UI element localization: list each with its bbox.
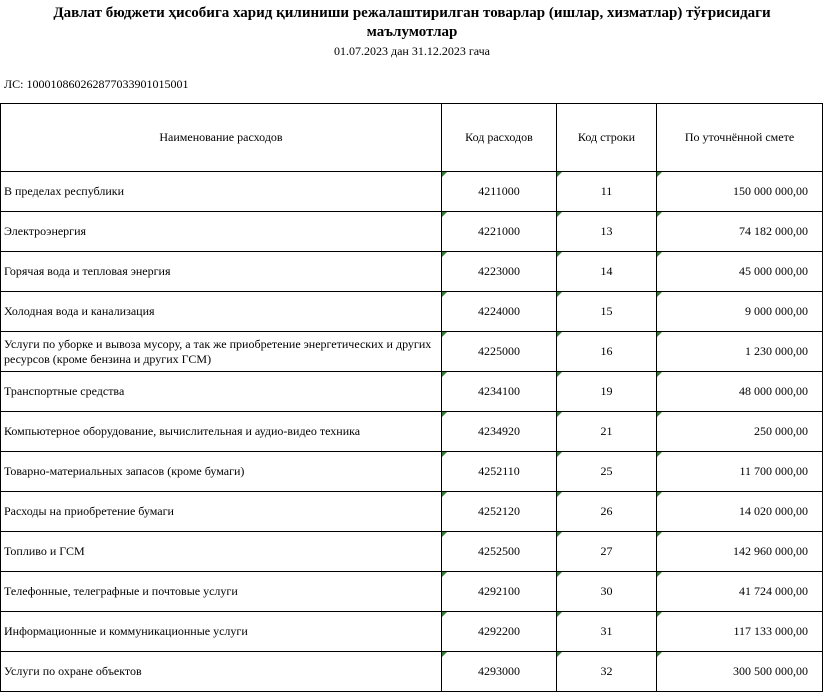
amount-cell: 11 700 000,00 — [657, 452, 823, 492]
expense-code-cell: 4252120 — [442, 492, 557, 532]
table-row — [1, 252, 823, 292]
column-header-line: Код строки — [557, 104, 657, 172]
amount-cell: 250 000,00 — [657, 412, 823, 452]
expense-code-cell: 4252110 — [442, 452, 557, 492]
table-row — [1, 212, 823, 252]
amount-cell: 300 500 000,00 — [657, 652, 823, 692]
line-code-cell: 31 — [557, 612, 657, 652]
expense-name-cell: В пределах республики — [1, 172, 442, 212]
table-row — [1, 372, 823, 412]
column-header-amount: По уточнённой смете — [657, 104, 823, 172]
expense-code-cell: 4211000 — [442, 172, 557, 212]
amount-cell: 41 724 000,00 — [657, 572, 823, 612]
amount-cell: 117 133 000,00 — [657, 612, 823, 652]
line-code-cell: 19 — [557, 372, 657, 412]
column-header-name: Наименование расходов — [1, 104, 442, 172]
amount-cell: 142 960 000,00 — [657, 532, 823, 572]
expense-name-cell: Услуги по уборке и вывоза мусору, а так же приобретение энергетических и других ресурсов (кроме бензина и других ГСМ) — [1, 332, 442, 372]
line-code-cell: 16 — [557, 332, 657, 372]
amount-cell: 9 000 000,00 — [657, 292, 823, 332]
line-code-cell: 21 — [557, 412, 657, 452]
line-code-cell: 11 — [557, 172, 657, 212]
amount-cell: 74 182 000,00 — [657, 212, 823, 252]
expense-name-cell: Транспортные средства — [1, 372, 442, 412]
expense-code-cell: 4234100 — [442, 372, 557, 412]
table-row — [1, 532, 823, 572]
account-number: ЛС: 100010860262877033901015001 — [4, 77, 189, 91]
report-period: 01.07.2023 дан 31.12.2023 гача — [334, 44, 490, 58]
expense-name-cell: Топливо и ГСМ — [1, 532, 442, 572]
line-code-cell: 13 — [557, 212, 657, 252]
table-row — [1, 572, 823, 612]
expense-name-cell: Горячая вода и тепловая энергия — [1, 252, 442, 292]
amount-cell: 150 000 000,00 — [657, 172, 823, 212]
expense-name-cell: Электроэнергия — [1, 212, 442, 252]
line-code-cell: 27 — [557, 532, 657, 572]
expense-name-cell: Холодная вода и канализация — [1, 292, 442, 332]
expense-name-cell: Информационные и коммуникационные услуги — [1, 612, 442, 652]
expense-name-cell: Расходы на приобретение бумаги — [1, 492, 442, 532]
expense-code-cell: 4224000 — [442, 292, 557, 332]
expense-code-cell: 4292100 — [442, 572, 557, 612]
expense-name-cell: Услуги по охране объектов — [1, 652, 442, 692]
line-code-cell: 30 — [557, 572, 657, 612]
column-header-code: Код расходов — [442, 104, 557, 172]
report-title — [0, 4, 824, 42]
table-row — [1, 332, 823, 372]
table-row — [1, 172, 823, 212]
table-header-row — [1, 104, 823, 172]
line-code-cell: 15 — [557, 292, 657, 332]
report-title-line1: Давлат бюджети ҳисобига харид қилиниши режалаштирилган товарлар (ишлар, хизматлар) тўғрисидаги — [53, 5, 771, 21]
table-row — [1, 412, 823, 452]
table-row — [1, 292, 823, 332]
amount-cell: 1 230 000,00 — [657, 332, 823, 372]
table-row — [1, 612, 823, 652]
line-code-cell: 26 — [557, 492, 657, 532]
table-body — [1, 172, 823, 692]
expenses-table — [0, 103, 823, 692]
table-row — [1, 492, 823, 532]
expense-name-cell: Товарно-материальных запасов (кроме бумаги) — [1, 452, 442, 492]
amount-cell: 45 000 000,00 — [657, 252, 823, 292]
expense-code-cell: 4252500 — [442, 532, 557, 572]
table-row — [1, 452, 823, 492]
expense-code-cell: 4223000 — [442, 252, 557, 292]
amount-cell: 48 000 000,00 — [657, 372, 823, 412]
expense-code-cell: 4225000 — [442, 332, 557, 372]
expense-code-cell: 4293000 — [442, 652, 557, 692]
expense-code-cell: 4292200 — [442, 612, 557, 652]
report-title-line2: маълумотлар — [366, 24, 458, 40]
expense-name-cell: Компьютерное оборудование, вычислительная и аудио-видео техника — [1, 412, 442, 452]
line-code-cell: 32 — [557, 652, 657, 692]
expense-code-cell: 4234920 — [442, 412, 557, 452]
table-row — [1, 652, 823, 692]
expense-code-cell: 4221000 — [442, 212, 557, 252]
line-code-cell: 14 — [557, 252, 657, 292]
expense-name-cell: Телефонные, телеграфные и почтовые услуги — [1, 572, 442, 612]
line-code-cell: 25 — [557, 452, 657, 492]
amount-cell: 14 020 000,00 — [657, 492, 823, 532]
